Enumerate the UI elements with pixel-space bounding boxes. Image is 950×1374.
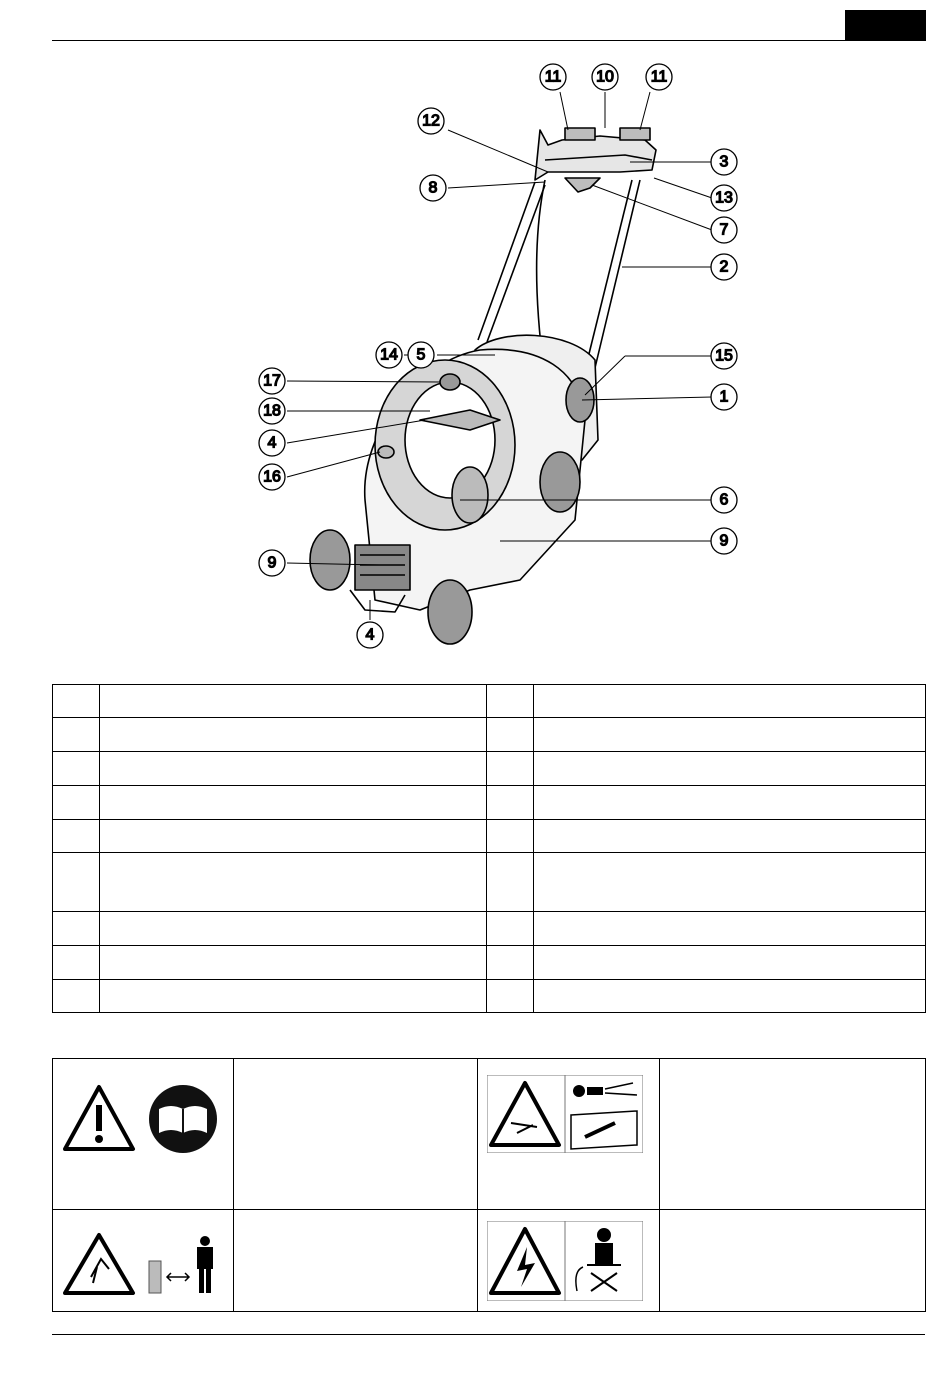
table-row — [53, 820, 926, 853]
svg-text:15: 15 — [715, 347, 733, 365]
svg-text:1: 1 — [719, 388, 729, 406]
callout-11-left — [540, 64, 566, 90]
page-header-tab — [845, 10, 926, 41]
mower-diagram — [240, 55, 760, 660]
svg-text:11: 11 — [650, 68, 668, 86]
callout-10 — [592, 64, 618, 90]
callout-15 — [711, 343, 737, 369]
callout-1 — [711, 384, 737, 410]
callout-9-right — [711, 528, 737, 554]
svg-text:4: 4 — [267, 434, 277, 452]
callout-13 — [711, 185, 737, 211]
svg-text:4: 4 — [365, 626, 375, 644]
svg-text:8: 8 — [428, 179, 438, 197]
unplug-before-maintenance-icon — [487, 1075, 643, 1153]
callout-5 — [408, 342, 434, 368]
callout-3 — [711, 149, 737, 175]
table-row — [53, 752, 926, 786]
parts-table — [52, 684, 926, 1013]
svg-text:2: 2 — [719, 258, 729, 276]
table-row — [53, 853, 926, 912]
callout-12 — [418, 108, 444, 134]
svg-text:16: 16 — [263, 468, 281, 486]
svg-text:12: 12 — [422, 112, 440, 130]
svg-text:5: 5 — [416, 346, 426, 364]
header-rule — [52, 40, 925, 41]
table-row — [53, 786, 926, 820]
table-row — [53, 718, 926, 752]
table-row — [53, 685, 926, 718]
svg-text:18: 18 — [263, 402, 281, 420]
svg-text:6: 6 — [719, 491, 729, 509]
svg-text:13: 13 — [715, 189, 733, 207]
warning-read-manual-icon — [63, 1083, 223, 1155]
callout-14 — [376, 342, 402, 368]
callout-6 — [711, 487, 737, 513]
callout-16 — [259, 464, 285, 490]
footer-rule — [52, 1334, 925, 1335]
keep-bystanders-away-icon — [63, 1231, 223, 1297]
table-row — [53, 912, 926, 946]
callout-7 — [711, 217, 737, 243]
svg-text:17: 17 — [263, 372, 281, 390]
callout-8 — [420, 175, 446, 201]
callout-9-left — [259, 550, 285, 576]
svg-text:7: 7 — [719, 221, 729, 239]
callout-2 — [711, 254, 737, 280]
callout-4-upper — [259, 430, 285, 456]
callout-18 — [259, 398, 285, 424]
callout-4-lower — [357, 622, 383, 648]
callout-17 — [259, 368, 285, 394]
svg-text:9: 9 — [719, 532, 729, 550]
callout-11-right — [646, 64, 672, 90]
svg-text:14: 14 — [380, 346, 398, 364]
svg-text:3: 3 — [719, 153, 729, 171]
safety-symbols-table — [52, 1058, 926, 1312]
svg-text:11: 11 — [544, 68, 562, 86]
svg-text:9: 9 — [267, 554, 277, 572]
table-row — [53, 980, 926, 1013]
electric-shock-keep-cable-away-icon — [487, 1221, 643, 1301]
table-row — [53, 946, 926, 980]
svg-text:10: 10 — [596, 68, 614, 86]
